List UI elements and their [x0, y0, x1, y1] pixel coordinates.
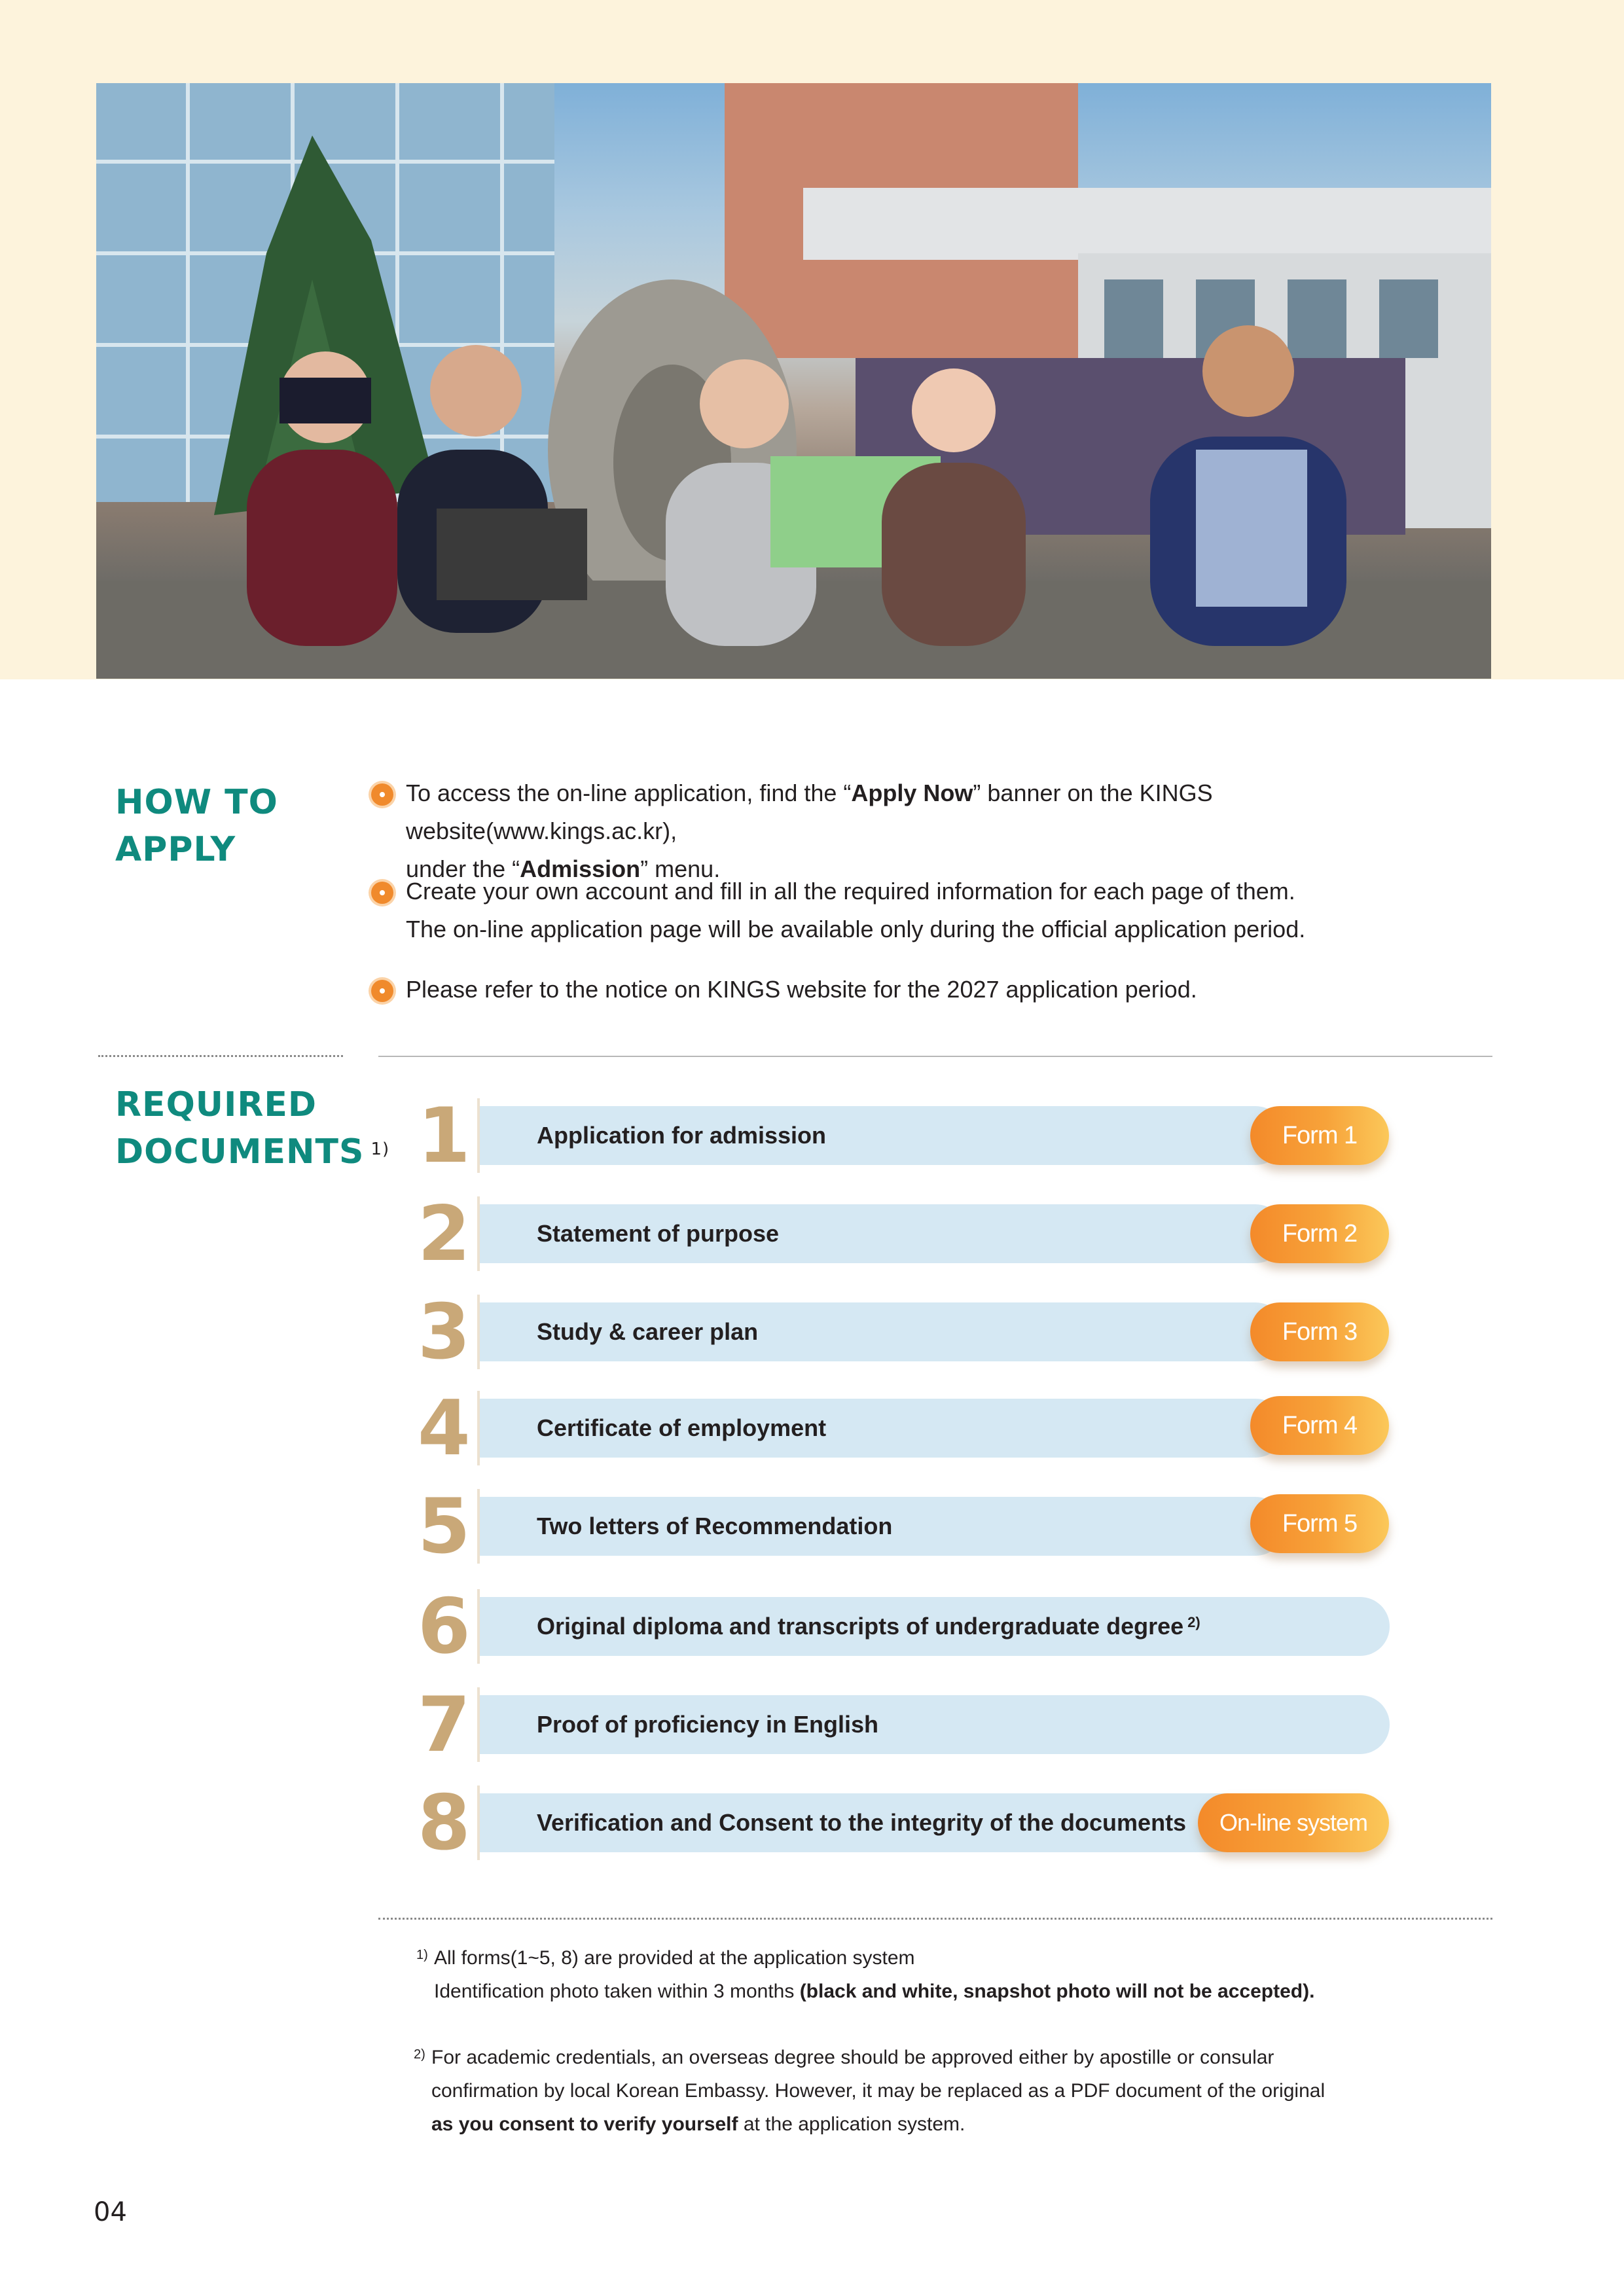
- orange-bullet-icon: [371, 882, 393, 904]
- footnote-2-text: at the application system.: [738, 2113, 965, 2135]
- orange-bullet-icon: [371, 783, 393, 806]
- apply-bullet-3: [406, 971, 1486, 1009]
- footnote-2-marker: 2): [414, 2047, 425, 2062]
- apply-bullet-1: [406, 774, 1486, 888]
- orange-bullet-icon: [371, 980, 393, 1002]
- section-divider-left: [98, 1055, 343, 1057]
- document-label: Statement of purpose: [537, 1220, 780, 1247]
- apply-bullet-1-text-a: To access the on-line application, find the “: [406, 780, 852, 806]
- form-badge: Form 1: [1250, 1106, 1389, 1165]
- apply-bullet-2-line-1: Create your own account and fill in all the required information for each page of them.: [406, 878, 1295, 905]
- page-number: 04: [94, 2197, 127, 2227]
- footnote-2-line-1: For academic credentials, an overseas degree should be approved either by apostille or consular: [431, 2047, 1274, 2068]
- apply-bullet-2: [406, 872, 1486, 948]
- document-row-2: [386, 1190, 1391, 1278]
- form-badge: Form 3: [1250, 1302, 1389, 1361]
- document-row-5: [386, 1482, 1391, 1571]
- footnote-1-line-1: All forms(1~5, 8) are provided at the application system: [434, 1947, 915, 1969]
- campus-photo-illustration: [96, 83, 1491, 679]
- footnote-2-line-2: confirmation by local Korean Embassy. However, it may be replaced as a PDF document of the original: [431, 2080, 1326, 2102]
- document-row-3: [386, 1288, 1391, 1376]
- footnote-1-text: Identification photo taken within 3 months: [434, 1981, 800, 2002]
- footnote-1-marker: 1): [416, 1948, 428, 1962]
- document-label: Verification and Consent to the integrity of the documents: [537, 1809, 1187, 1836]
- footnote-2-bold-text: as you consent to verify yourself: [431, 2113, 738, 2135]
- document-number: 5: [418, 1482, 471, 1571]
- document-row-1: [386, 1092, 1391, 1180]
- footnote-2-line-3: [431, 2108, 1446, 2141]
- campus-photo: [96, 83, 1491, 679]
- footnote-divider: [378, 1918, 1492, 1920]
- online-system-badge: On-line system: [1198, 1793, 1389, 1852]
- footnote-2: [414, 2041, 1446, 2141]
- apply-bullet-1-text-d: ” menu.: [640, 855, 721, 882]
- document-label: Two letters of Recommendation: [537, 1513, 893, 1539]
- admission-label: Admission: [520, 855, 641, 882]
- apply-bullet-1-line-1: [406, 774, 1486, 850]
- how-to-apply-heading-line-1: HOW TO: [115, 783, 278, 822]
- document-number: 4: [418, 1384, 471, 1473]
- form-badge: Form 4: [1250, 1396, 1389, 1455]
- document-row-6: [386, 1583, 1391, 1671]
- footnote-1-bold-text: (black and white, snapshot photo will not be accepted).: [799, 1981, 1315, 2002]
- document-row-7: [386, 1681, 1391, 1769]
- apply-bullet-3-line-1: Please refer to the notice on KINGS website for the 2027 application period.: [406, 976, 1197, 1003]
- form-badge: Form 5: [1250, 1494, 1389, 1553]
- document-label: Certificate of employment: [537, 1414, 827, 1441]
- document-number: 6: [418, 1583, 471, 1671]
- required-documents-heading-word: DOCUMENTS: [115, 1132, 365, 1172]
- required-documents-heading: [115, 1081, 389, 1175]
- how-to-apply-heading: [115, 779, 278, 873]
- footnote-1: [416, 1941, 1449, 2008]
- document-row-8: [386, 1779, 1391, 1867]
- footnote-1-line-2: [434, 1975, 1449, 2008]
- how-to-apply-heading-line-2: APPLY: [115, 830, 236, 869]
- document-label-text: Original diploma and transcripts of undergraduate degree: [537, 1613, 1184, 1640]
- document-number: 3: [418, 1288, 471, 1376]
- section-divider-right: [378, 1056, 1492, 1057]
- footnote-marker: 2): [1187, 1614, 1200, 1630]
- form-badge: Form 2: [1250, 1204, 1389, 1263]
- document-number: 2: [418, 1190, 471, 1278]
- apply-bullet-2-line-2: The on-line application page will be available only during the official application period.: [406, 916, 1306, 942]
- apply-bullet-1-text-c: under the “: [406, 855, 520, 882]
- apply-now-label: Apply Now: [851, 780, 973, 806]
- required-documents-heading-line-2: [115, 1128, 389, 1175]
- document-label: Application for admission: [537, 1122, 827, 1149]
- document-number: 7: [418, 1681, 471, 1769]
- document-label: [537, 1597, 1200, 1656]
- footnote-marker: 1): [370, 1139, 390, 1159]
- apply-bullet-1-text-b: ” banner on the KINGS website(www.kings.ac.kr),: [406, 780, 1213, 844]
- document-row-4: [386, 1384, 1391, 1473]
- document-label: Study & career plan: [537, 1318, 759, 1345]
- document-number: 1: [418, 1092, 471, 1180]
- required-documents-heading-line-1: REQUIRED: [115, 1085, 317, 1124]
- document-label: Proof of proficiency in English: [537, 1711, 879, 1738]
- document-number: 8: [418, 1779, 471, 1867]
